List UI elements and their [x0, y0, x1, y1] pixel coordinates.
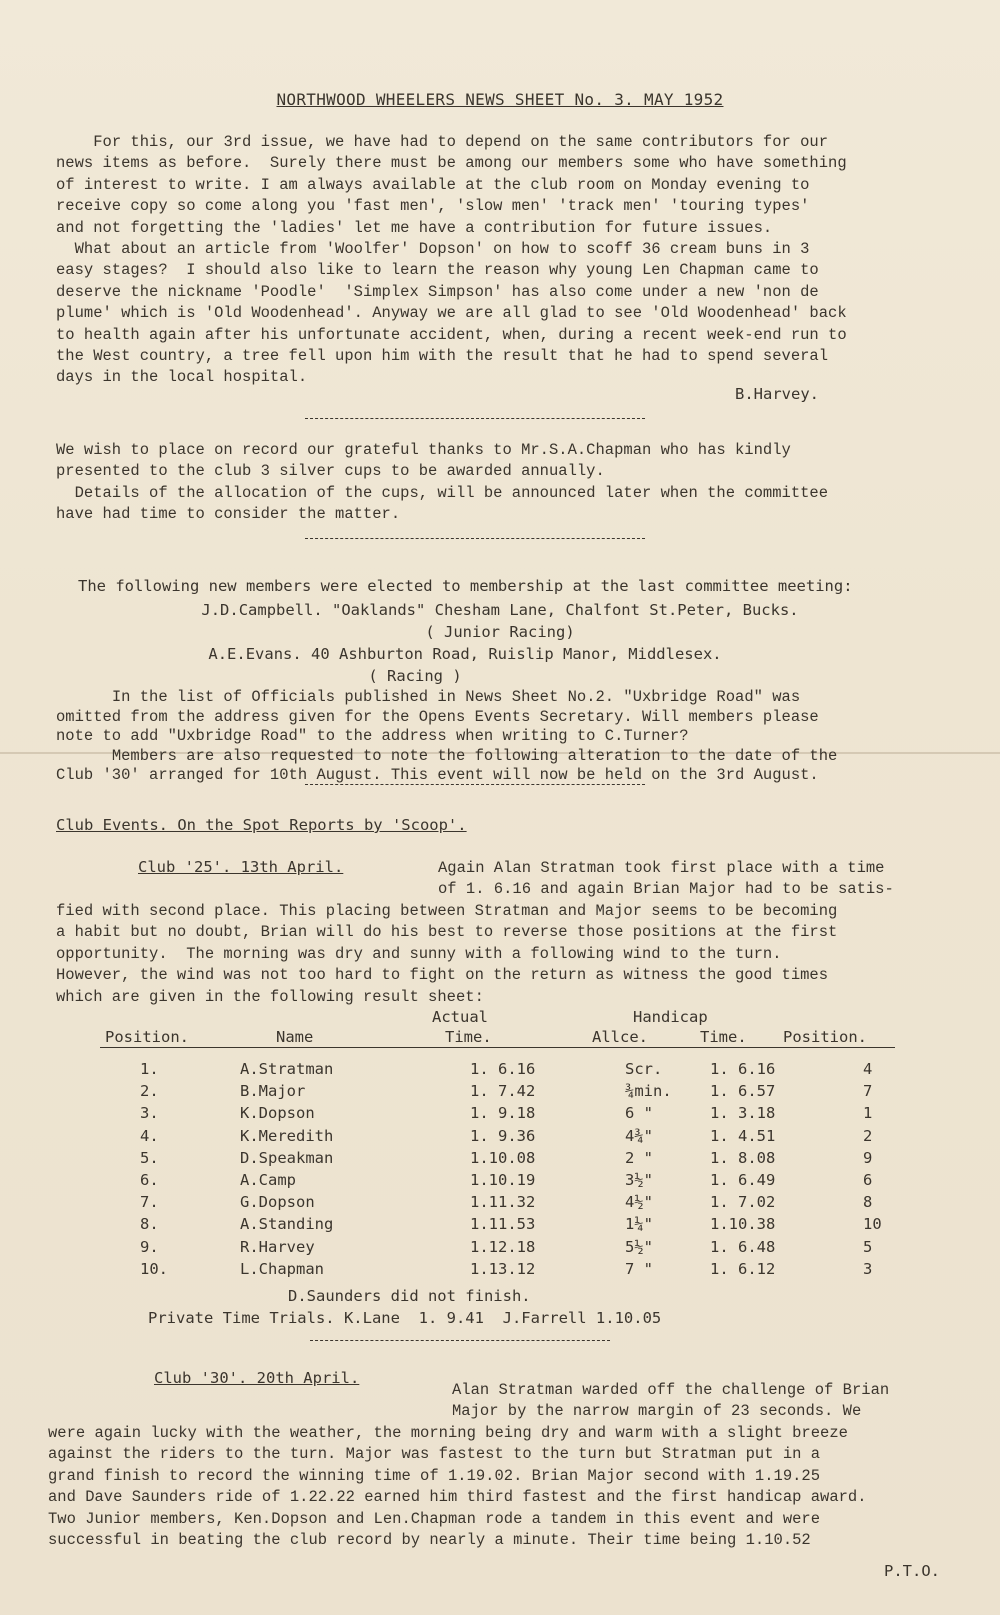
- text-line: against the riders to the turn. Major was fastest to the turn but Stratman put in a: [48, 1445, 821, 1464]
- text-line: opportunity. The morning was dry and sunny with a following wind to the turn.: [56, 944, 782, 963]
- text-line: Two Junior members, Ken.Dopson and Len.Chapman rode a tandem in this event and were: [48, 1509, 821, 1528]
- text-line: of interest to write. I am always available at the club room on Monday evening to: [56, 175, 810, 194]
- result-time: 1.10.19: [470, 1170, 536, 1189]
- result-handicap-time: 1. 6.48: [710, 1237, 776, 1256]
- result-name: L.Chapman: [240, 1259, 324, 1278]
- text-line: a habit but no doubt, Brian will do his best to reverse those positions at the first: [56, 923, 838, 942]
- table-row: [100, 1104, 923, 1126]
- club30-title: Club '30'. 20th April.: [154, 1369, 360, 1387]
- text-line: easy stages? I should also like to learn the reason why young Len Chapman came to: [56, 261, 819, 280]
- text-line: presented to the club 3 silver cups to be awarded annually.: [56, 462, 605, 481]
- result-allowance: ¾min.: [625, 1082, 672, 1101]
- text-line: of 1. 6.16 and again Brian Major had to be satis-: [438, 880, 894, 899]
- result-handicap-position: 3: [863, 1259, 873, 1278]
- result-name: A.Standing: [240, 1215, 334, 1234]
- text-line: grand finish to record the winning time of 1.19.02. Brian Major second with 1.19.25: [48, 1466, 821, 1485]
- result-position: 6.: [140, 1170, 159, 1189]
- result-name: R.Harvey: [240, 1237, 315, 1256]
- result-handicap-time: 1. 8.08: [710, 1148, 776, 1167]
- result-allowance: 3½": [625, 1170, 653, 1189]
- table-row: [100, 1215, 923, 1237]
- header-actual: Actual: [432, 1008, 488, 1026]
- text-line: and Dave Saunders ride of 1.22.22 earned him third fastest and the first handicap award.: [48, 1488, 867, 1507]
- text-line: fied with second place. This placing between Stratman and Major seems to be becoming: [56, 902, 838, 920]
- text-line: which are given in the following result sheet:: [56, 987, 484, 1006]
- text-line: Club '30' arranged for 10th August. This event will now be held on the 3rd August.: [56, 766, 819, 784]
- result-handicap-time: 1. 7.02: [710, 1193, 776, 1212]
- result-time: 1.12.18: [470, 1237, 536, 1256]
- result-position: 8.: [140, 1215, 159, 1234]
- text-line: and not forgetting the 'ladies' let me have a contribution for future issues.: [56, 218, 773, 237]
- text-line: However, the wind was not too hard to fight on the return as witness the good times: [56, 966, 829, 985]
- text-line: plume' which is 'Old Woodenhead'. Anyway we are all glad to see 'Old Woodenhead' back: [56, 304, 847, 323]
- pto-note: P.T.O.: [884, 1562, 940, 1580]
- club-events-heading: Club Events. On the Spot Reports by 'Scoop'.: [56, 816, 467, 834]
- header-handicap-position: Position.: [783, 1028, 867, 1046]
- text-line: Major by the narrow margin of 23 seconds. We: [452, 1402, 862, 1421]
- club30-report: [48, 1423, 968, 1551]
- text-line: deserve the nickname 'Poodle' 'Simplex Simpson' has also come under a new 'non de: [56, 282, 819, 301]
- result-handicap-time: 1. 6.49: [710, 1170, 776, 1189]
- result-allowance: 5½": [625, 1237, 653, 1256]
- result-handicap-time: 1.10.38: [710, 1215, 776, 1234]
- result-handicap-time: 1. 4.51: [710, 1126, 776, 1145]
- header-time: Time.: [445, 1028, 492, 1046]
- intro-paragraph: [56, 132, 956, 389]
- result-handicap-position: 1: [863, 1104, 873, 1123]
- result-handicap-position: 7: [863, 1082, 873, 1101]
- text-line: have had time to consider the matter.: [56, 505, 401, 524]
- new-members-intro: The following new members were elected to membership at the last committee meeting:: [78, 577, 853, 595]
- text-line: days in the local hospital.: [56, 368, 308, 387]
- news-sheet-title: NORTHWOOD WHEELERS NEWS SHEET No. 3. MAY 1952: [276, 90, 724, 109]
- member-entry: A.E.Evans. 40 Ashburton Road, Ruislip Manor, Middlesex.: [208, 645, 722, 663]
- text-line: the West country, a tree fell upon him with the result that he had to spend several: [56, 347, 829, 366]
- divider: [305, 538, 645, 539]
- text-line: were again lucky with the weather, the morning being dry and warm with a slight breeze: [48, 1424, 848, 1442]
- result-handicap-position: 2: [863, 1126, 873, 1145]
- member-entry: J.D.Campbell. "Oaklands" Chesham Lane, Chalfont St.Peter, Bucks.: [201, 601, 799, 619]
- text-line: What about an article from 'Woolfer' Dopson' on how to scoff 36 cream buns in 3: [56, 240, 810, 259]
- thanks-paragraph: [56, 440, 956, 526]
- divider: [310, 1340, 610, 1341]
- text-line: Details of the allocation of the cups, will be announced later when the committee: [56, 483, 829, 502]
- text-line: to health again after his unfortunate accident, when, during a recent week-end run to: [56, 325, 847, 344]
- table-row: [100, 1082, 923, 1104]
- member-category: ( Racing ): [368, 667, 462, 685]
- text-line: Members are also requested to note the following alteration to the date of the: [56, 746, 838, 765]
- text-line: successful in beating the club record by nearly a minute. Their time being 1.10.52: [48, 1531, 811, 1550]
- result-position: 2.: [140, 1082, 159, 1101]
- private-trials: Private Time Trials. K.Lane 1. 9.41 J.Farrell 1.10.05: [148, 1309, 662, 1327]
- divider: [305, 418, 645, 419]
- result-allowance: 2 ": [625, 1148, 653, 1167]
- result-allowance: 1¼": [625, 1215, 653, 1234]
- result-position: 9.: [140, 1237, 159, 1256]
- result-name: A.Stratman: [240, 1060, 334, 1078]
- result-allowance: Scr.: [625, 1060, 663, 1078]
- result-position: 10.: [140, 1259, 168, 1278]
- result-position: 1.: [140, 1060, 159, 1078]
- result-time: 1.10.08: [470, 1148, 536, 1167]
- result-time: 1.11.53: [470, 1215, 536, 1234]
- result-name: K.Meredith: [240, 1126, 334, 1145]
- header-handicap: Handicap: [633, 1008, 708, 1026]
- result-position: 4.: [140, 1126, 159, 1145]
- text-line: news items as before. Surely there must be among our members some who have something: [56, 154, 847, 173]
- table-row: [100, 1238, 923, 1260]
- club30-lead: [452, 1380, 952, 1423]
- table-row: [100, 1060, 923, 1082]
- club25-title: Club '25'. 13th April.: [138, 858, 344, 876]
- result-handicap-position: 6: [863, 1170, 873, 1189]
- club25-report: [56, 901, 956, 1008]
- header-allowance: Allce.: [592, 1028, 648, 1046]
- result-handicap-position: 4: [863, 1060, 873, 1078]
- text-line: We wish to place on record our grateful thanks to Mr.S.A.Chapman who has kindly: [56, 441, 791, 459]
- result-handicap-position: 9: [863, 1148, 873, 1167]
- text-line: In the list of Officials published in News Sheet No.2. "Uxbridge Road" was: [56, 688, 801, 706]
- dnf-note: D.Saunders did not finish.: [288, 1287, 531, 1305]
- text-line: For this, our 3rd issue, we have had to depend on the same contributors for our: [56, 133, 829, 151]
- table-row: [100, 1149, 923, 1171]
- result-position: 3.: [140, 1104, 159, 1123]
- result-handicap-time: 1. 3.18: [710, 1104, 776, 1123]
- club25-lead: [438, 858, 958, 901]
- result-name: K.Dopson: [240, 1104, 315, 1123]
- signature: B.Harvey.: [735, 385, 819, 403]
- result-name: A.Camp: [240, 1170, 296, 1189]
- result-handicap-time: 1. 6.57: [710, 1082, 776, 1101]
- result-time: 1. 7.42: [470, 1082, 536, 1101]
- table-row: [100, 1127, 923, 1149]
- result-position: 5.: [140, 1148, 159, 1167]
- result-time: 1. 9.18: [470, 1104, 536, 1123]
- header-position: Position.: [105, 1028, 189, 1046]
- result-time: 1.11.32: [470, 1193, 536, 1212]
- result-time: 1. 6.16: [470, 1060, 536, 1078]
- result-allowance: 4¾": [625, 1126, 653, 1145]
- results-table: [100, 1060, 923, 1282]
- table-row: [100, 1171, 923, 1193]
- result-handicap-time: 1. 6.12: [710, 1259, 776, 1278]
- result-name: B.Major: [240, 1082, 306, 1101]
- result-handicap-position: 8: [863, 1193, 873, 1212]
- text-line: Again Alan Stratman took first place with a time: [438, 859, 885, 877]
- text-line: Alan Stratman warded off the challenge of Brian: [452, 1381, 890, 1399]
- result-time: 1.13.12: [470, 1259, 536, 1278]
- divider: [305, 784, 645, 785]
- result-handicap-time: 1. 6.16: [710, 1060, 776, 1078]
- member-category: ( Junior Racing): [425, 623, 575, 641]
- result-allowance: 7 ": [625, 1259, 653, 1278]
- header-handicap-time: Time.: [700, 1028, 747, 1046]
- result-name: G.Dopson: [240, 1193, 315, 1212]
- text-line: receive copy so come along you 'fast men', 'slow men' 'track men' 'touring types': [56, 197, 810, 216]
- result-position: 7.: [140, 1193, 159, 1212]
- table-row: [100, 1193, 923, 1215]
- result-allowance: 6 ": [625, 1104, 653, 1123]
- header-name: Name: [276, 1028, 314, 1046]
- result-allowance: 4½": [625, 1193, 653, 1212]
- text-line: omitted from the address given for the Opens Events Secretary. Will members please: [56, 707, 819, 726]
- table-header-rule: [100, 1047, 895, 1048]
- result-handicap-position: 10: [863, 1215, 882, 1234]
- notices-paragraph: [56, 688, 956, 786]
- result-name: D.Speakman: [240, 1148, 334, 1167]
- result-time: 1. 9.36: [470, 1126, 536, 1145]
- result-handicap-position: 5: [863, 1237, 873, 1256]
- table-row: [100, 1260, 923, 1282]
- text-line: note to add "Uxbridge Road" to the address when writing to C.Turner?: [56, 727, 689, 745]
